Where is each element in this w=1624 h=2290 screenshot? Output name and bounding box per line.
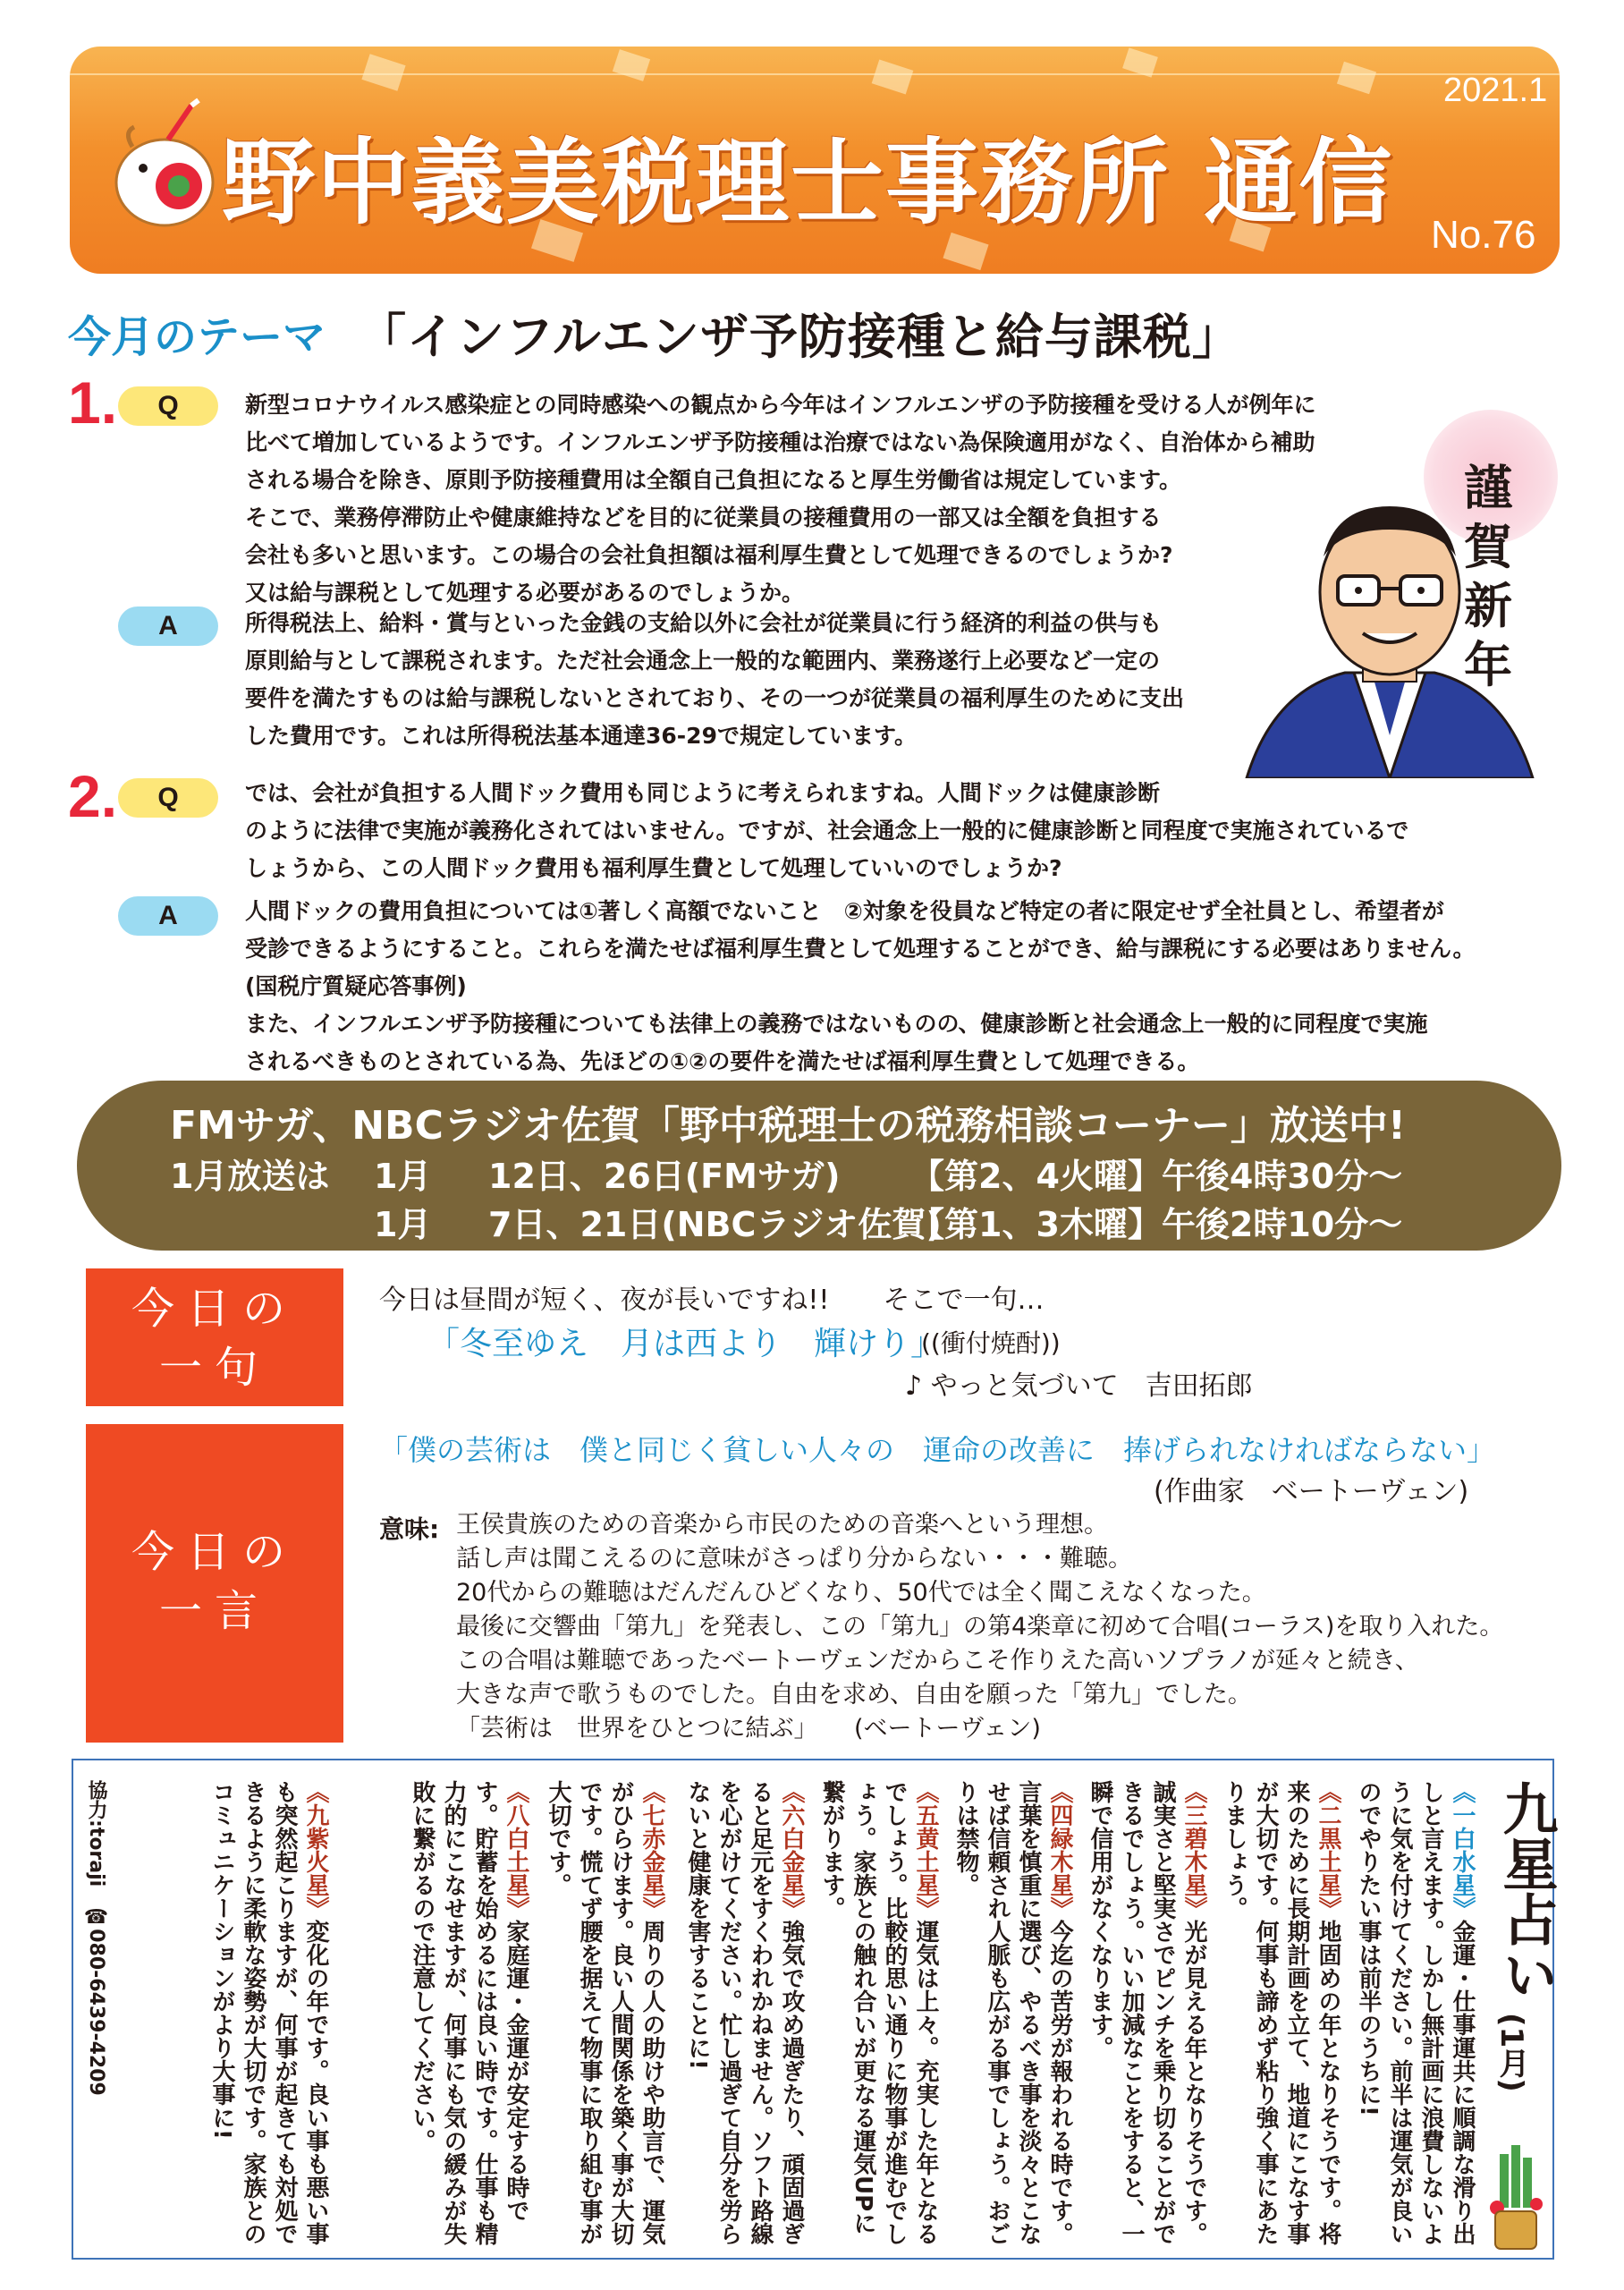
new-year-greeting: 謹賀新年 [1464,459,1512,693]
issue-number: No.76 [1431,213,1536,257]
haiku-label-box: 今日の 一句 [86,1268,343,1406]
theme-label: 今月のテーマ [68,312,326,362]
radio-month-1: 1月 [374,1157,432,1196]
q-badge-1: Q [118,386,218,426]
meaning-text: 王侯貴族のための音楽から市民のための音楽へという理想。 話し声は聞こえるのに意味がさっぱり分からない・・・難聴。 20代からの難聴はだんだんひどくなり、50代では全く聞こえなくなった。 最後に交響曲「第九」を発表し、この「第九」の第4楽章に初めて合唱(コーラス)を取り入れた。 この合唱は難聴であったベートーヴェンだからこそ作りえた高いソプラノが延々と続き、 大きな声で歌うものでした。自由を求め、自由を願った「第九」でした。 「芸術は 世界をひとつに結ぶ」 (ベートーヴェン) [456,1511,1504,1743]
question-number-1: 1. [68,369,118,436]
quote-author: (作曲家 ベートーヴェン) [1154,1476,1469,1507]
a-badge-1: A [118,606,218,646]
answer-1-text: 所得税法上、給料・賞与といった金銭の支給以外に会社が従業員に行う経済的利益の供与も 原則給与として課税されます。ただ社会通念上一般的な範囲内、業務遂行上必要など一定の 要件を満たすものは給与課税しないとされており、その一つが従業員の福利厚生のために支出 した費用です。これは所得税法基本通達36-29で規定しています。 [245,610,1185,749]
radio-dates-fm: 12日、26日(FMサガ) [488,1157,841,1196]
fortune-title: 九星占い [1493,1780,1559,2002]
fortune-item-roppaku: 《六白金星》強気で攻め過ぎたり、頑固過ぎると足元をすくわれかねません。ソフト路線を心がけてください。忙し過ぎて自分を労らないと健康を害することに! [684,1780,805,2245]
quote-label-box: 今日の 一言 [86,1424,343,1743]
fortune-month: (1月) [1493,2013,1529,2092]
radio-time-nbc: 【第1、3木曜】午後2時10分～ [910,1205,1403,1244]
fortune-item-shiroku: 《四緑木星》今迄の苦労が報われる時です。言葉を慎重に選び、やるべき事を淡々とこなせば信頼され人脈も広がる事でしょう。おごりは禁物。 [952,1780,1073,2245]
fortune-item-jikoku: 《二黒土星》地固めの年となりそうです。将来のために長期計画を立て、地道にこなす事が大切です。何事も諦めず粘り強く事にあたりましょう。 [1221,1780,1341,2245]
meaning-label: 意味: [379,1514,440,1544]
radio-time-fm: 【第2、4火曜】午後4時30分～ [910,1157,1403,1196]
haiku-credit: ♪ やっと気づいて 吉田拓郎 [905,1370,1253,1402]
fortune-item-sanpeki: 《三碧木星》光が見える年となりそうです。誠実さと堅実さでピンチを乗り切ることができるでしょう。いい加減なことをすると、一瞬で信用がなくなります。 [1087,1780,1207,2245]
newsletter-title: 野中義美税理士事務所 通信 [222,128,1394,237]
fortune-item-ippaku: 《一白水星》金運・仕事運共に順調な滑り出しと言えます。しかし無計画に浪費しないように気を付けてください。前半は運気が良いのでやりたい事は前半のうちに! [1355,1780,1476,2245]
fortune-item-goou: 《五黄土星》運気は上々。充実した年となるでしょう。比較的思い通りに物事が進むでしょう。家族との触れ合いが更なる運気UPに繋がります。 [818,1780,939,2245]
haiku-text: 「冬至ゆえ 月は西より 輝けり」 [427,1326,943,1362]
question-number-2: 2. [68,763,118,829]
haiku-note: ((衝付焼酎)) [921,1328,1061,1358]
theme-title: 「インフルエンザ予防接種と給与課税」 [358,309,1241,365]
haiku-intro: 今日は昼間が短く、夜が長いですね!! そこで一句… [379,1285,1045,1316]
radio-intro: 1月放送は [170,1157,330,1196]
issue-date: 2021.1 [1443,72,1548,109]
ox-mascot-icon [106,97,222,231]
question-2-text: では、会社が負担する人間ドック費用も同じように考えられますね。人間ドックは健康診断 のように法律で実施が義務化されてはいません。ですが、社会通念上一般的に健康診断と同程度で実施されているで しょうから、この人間ドック費用も福利厚生費として処理していいのでしょうか? [245,780,1409,881]
kadomatsu-icon [1484,2145,1547,2251]
a-badge-2: A [118,896,218,936]
fortune-item-shichiseki: 《七赤金星》周りの人の助けや助言で、運気がひらけます。良い人間関係を築く事が大切です。慌てず腰を据えて物事に取り組む事が大切です。 [545,1780,665,2245]
fortune-item-kyushi: 《九紫火星》変化の年です。良い事も悪い事も突然起こりますが、何事が起きても対処できるように柔軟な姿勢が大切です。家族とのコミュニケーションがより大事に! [208,1780,329,2245]
quote-text: 「僕の芸術は 僕と同じく貧しい人々の 運命の改善に 捧げられなければならない」 [379,1433,1496,1467]
fortune-item-happaku: 《八白土星》家庭運・金運が安定する時です。貯蓄を始めるには良い時です。仕事も精力的にこなせますが、何事にも気の緩みが失敗に繋がるので注意してください。 [409,1780,529,2245]
question-1-text: 新型コロナウイルス感染症との同時感染への観点から今年はインフルエンザの予防接種を受ける人が例年に 比べて増加しているようです。インフルエンザ予防接種は治療ではない為保険適用がなく、自治体から補助 される場合を除き、原則予防接種費用は全額自己負担になると厚生労働省は規定しています。 そこで、業務停滞防止や健康維持などを目的に従業員の接種費用の一部又は全額を負担する 会社も多いと思います。この場合の会社負担額は福利厚生費として処理できるのでしょうか? 又は給与課税として処理する必要があるのでしょうか。 [245,392,1316,606]
fortune-credit: 協力:toraji ☎080-6439-4209 [85,1780,107,2096]
radio-month-2: 1月 [374,1205,432,1244]
radio-dates-nbc: 7日、21日(NBCラジオ佐賀) [488,1205,942,1244]
q-badge-2: Q [118,778,218,818]
radio-title: FMサガ、NBCラジオ佐賀「野中税理士の税務相談コーナー」放送中! [170,1103,1406,1149]
answer-2-text: 人間ドックの費用負担については①著しく高額でないこと ②対象を役員など特定の者に限定せず全社員とし、希望者が 受診できるようにすること。これらを満たせば福利厚生費として処理することができ、給与課税にする必要はありません。 (国税庁質疑応答事例) また、インフルエンザ予防接種についても法律上の義務ではないものの、健康診断と社会通念上一般的に同程度で実施 されるべきものとされている為、先ほどの①②の要件を満たせば福利厚生費として処理できる。 [245,898,1476,1074]
